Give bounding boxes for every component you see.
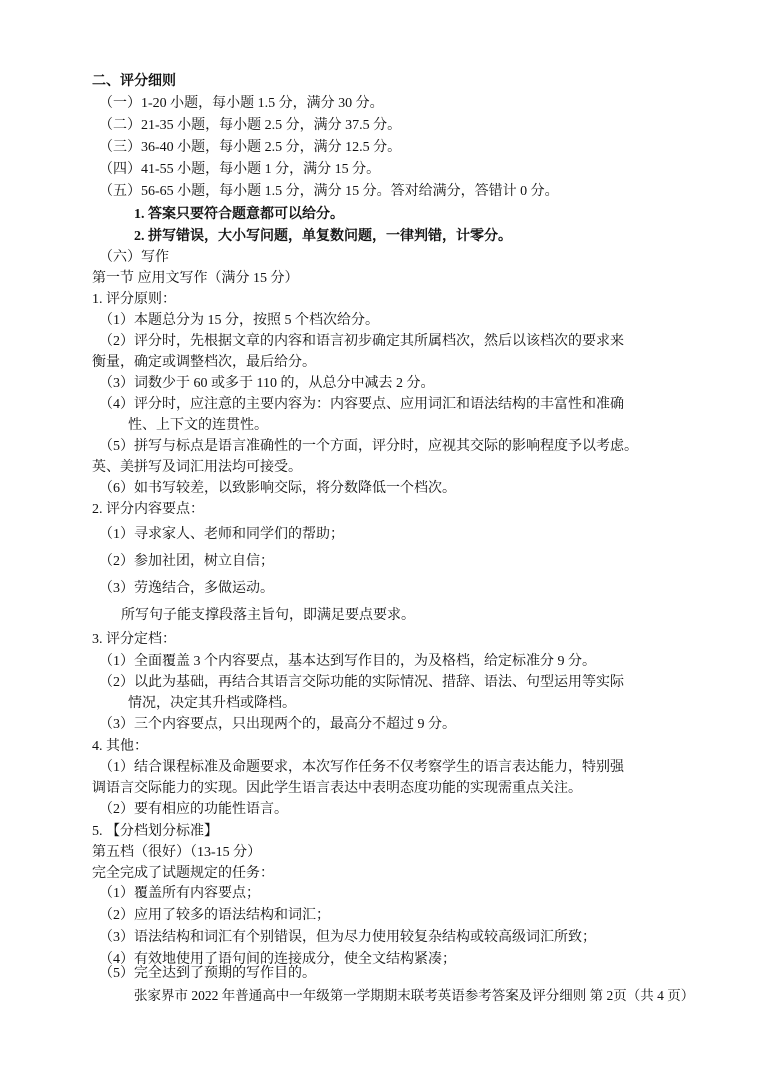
scoring-item: （二）21-35 小题，每小题 2.5 分，满分 37.5 分。 (99, 118, 402, 133)
content-point: （3）劳逸结合，多做运动。 (99, 581, 274, 596)
tier5-point: （5）完全达到了预期的写作目的。 (99, 966, 316, 981)
grading-line: 情况，决定其升档或降档。 (128, 696, 296, 711)
scoring-item: （五）56-65 小题，每小题 1.5 分，满分 15 分。答对给满分，答错计 0 分。 (99, 184, 559, 199)
principle-line: （6）如书写较差，以致影响交际，将分数降低一个档次。 (99, 481, 456, 496)
principles-heading: 1. 评分原则： (92, 292, 176, 307)
content-heading: 2. 评分内容要点： (92, 502, 204, 517)
scoring-item: （三）36-40 小题，每小题 2.5 分，满分 12.5 分。 (99, 140, 402, 155)
grading-line: （1）全面覆盖 3 个内容要点，基本达到写作目的，为及格档，给定标准分 9 分。 (99, 654, 596, 669)
content-point: （1）寻求家人、老师和同学们的帮助； (99, 527, 344, 542)
other-heading: 4. 其他： (92, 739, 148, 754)
principle-line: 英、美拼写及词汇用法均可接受。 (92, 460, 302, 475)
principle-line: （2）评分时，先根据文章的内容和语言初步确定其所属档次，然后以该档次的要求来 (99, 334, 624, 349)
principle-line: 性、上下文的连贯性。 (128, 418, 268, 433)
tier5-intro: 完全完成了试题规定的任务： (92, 866, 274, 881)
writing-heading: （六）写作 (99, 250, 169, 265)
tier5-title: 第五档（很好）（13-15 分） (92, 845, 262, 860)
principle-line: （5）拼写与标点是语言准确性的一个方面，评分时，应视其交际的影响程度予以考虑。 (99, 439, 638, 454)
tier-heading: 5. 【分档划分标准】 (92, 824, 218, 839)
scoring-note: 1. 答案只要符合题意都可以给分。 (134, 207, 344, 222)
grading-line: （2）以此为基础，再结合其语言交际功能的实际情况、措辞、语法、句型运用等实际 (99, 675, 624, 690)
tier5-point: （2）应用了较多的语法结构和词汇； (99, 908, 330, 923)
content-point: （2）参加社团，树立自信； (99, 554, 274, 569)
grading-heading: 3. 评分定档： (92, 632, 176, 647)
principle-line: （3）词数少于 60 或多于 110 的，从总分中减去 2 分。 (99, 376, 435, 391)
principle-line: 衡量，确定或调整档次，最后给分。 (92, 355, 316, 370)
other-line: 调语言交际能力的实现。因此学生语言表达中表明态度功能的实现需重点关注。 (92, 781, 582, 796)
page-footer: 张家界市 2022 年普通高中一年级第一学期期末联考英语参考答案及评分细则 第 2页（共 4 页） (134, 988, 695, 1003)
scoring-item: （四）41-55 小题，每小题 1 分，满分 15 分。 (99, 162, 381, 177)
scoring-note: 2. 拼写错误，大小写问题，单复数问题，一律判错，计零分。 (134, 229, 512, 244)
scoring-item: （一）1-20 小题，每小题 1.5 分，满分 30 分。 (99, 96, 384, 111)
tier5-point: （4）有效地使用了语句间的连接成分，使全文结构紧凑； (99, 952, 456, 967)
tier5-point: （1）覆盖所有内容要点； (99, 886, 260, 901)
grading-line: （3）三个内容要点，只出现两个的，最高分不超过 9 分。 (99, 717, 456, 732)
principle-line: （4）评分时，应注意的主要内容为：内容要点、应用词汇和语法结构的丰富性和准确 (99, 397, 624, 412)
principle-line: （1）本题总分为 15 分，按照 5 个档次给分。 (99, 313, 379, 328)
tier5-point: （3）语法结构和词汇有个别错误，但为尽力使用较复杂结构或较高级词汇所致； (99, 930, 596, 945)
subsection-title: 第一节 应用文写作（满分 15 分） (92, 271, 299, 286)
other-line: （2）要有相应的功能性语言。 (99, 802, 288, 817)
section-heading: 二、评分细则 (92, 74, 176, 89)
content-note: 所写句子能支撑段落主旨句，即满足要点要求。 (121, 608, 415, 623)
other-line: （1）结合课程标准及命题要求，本次写作任务不仅考察学生的语言表达能力，特别强 (99, 760, 624, 775)
